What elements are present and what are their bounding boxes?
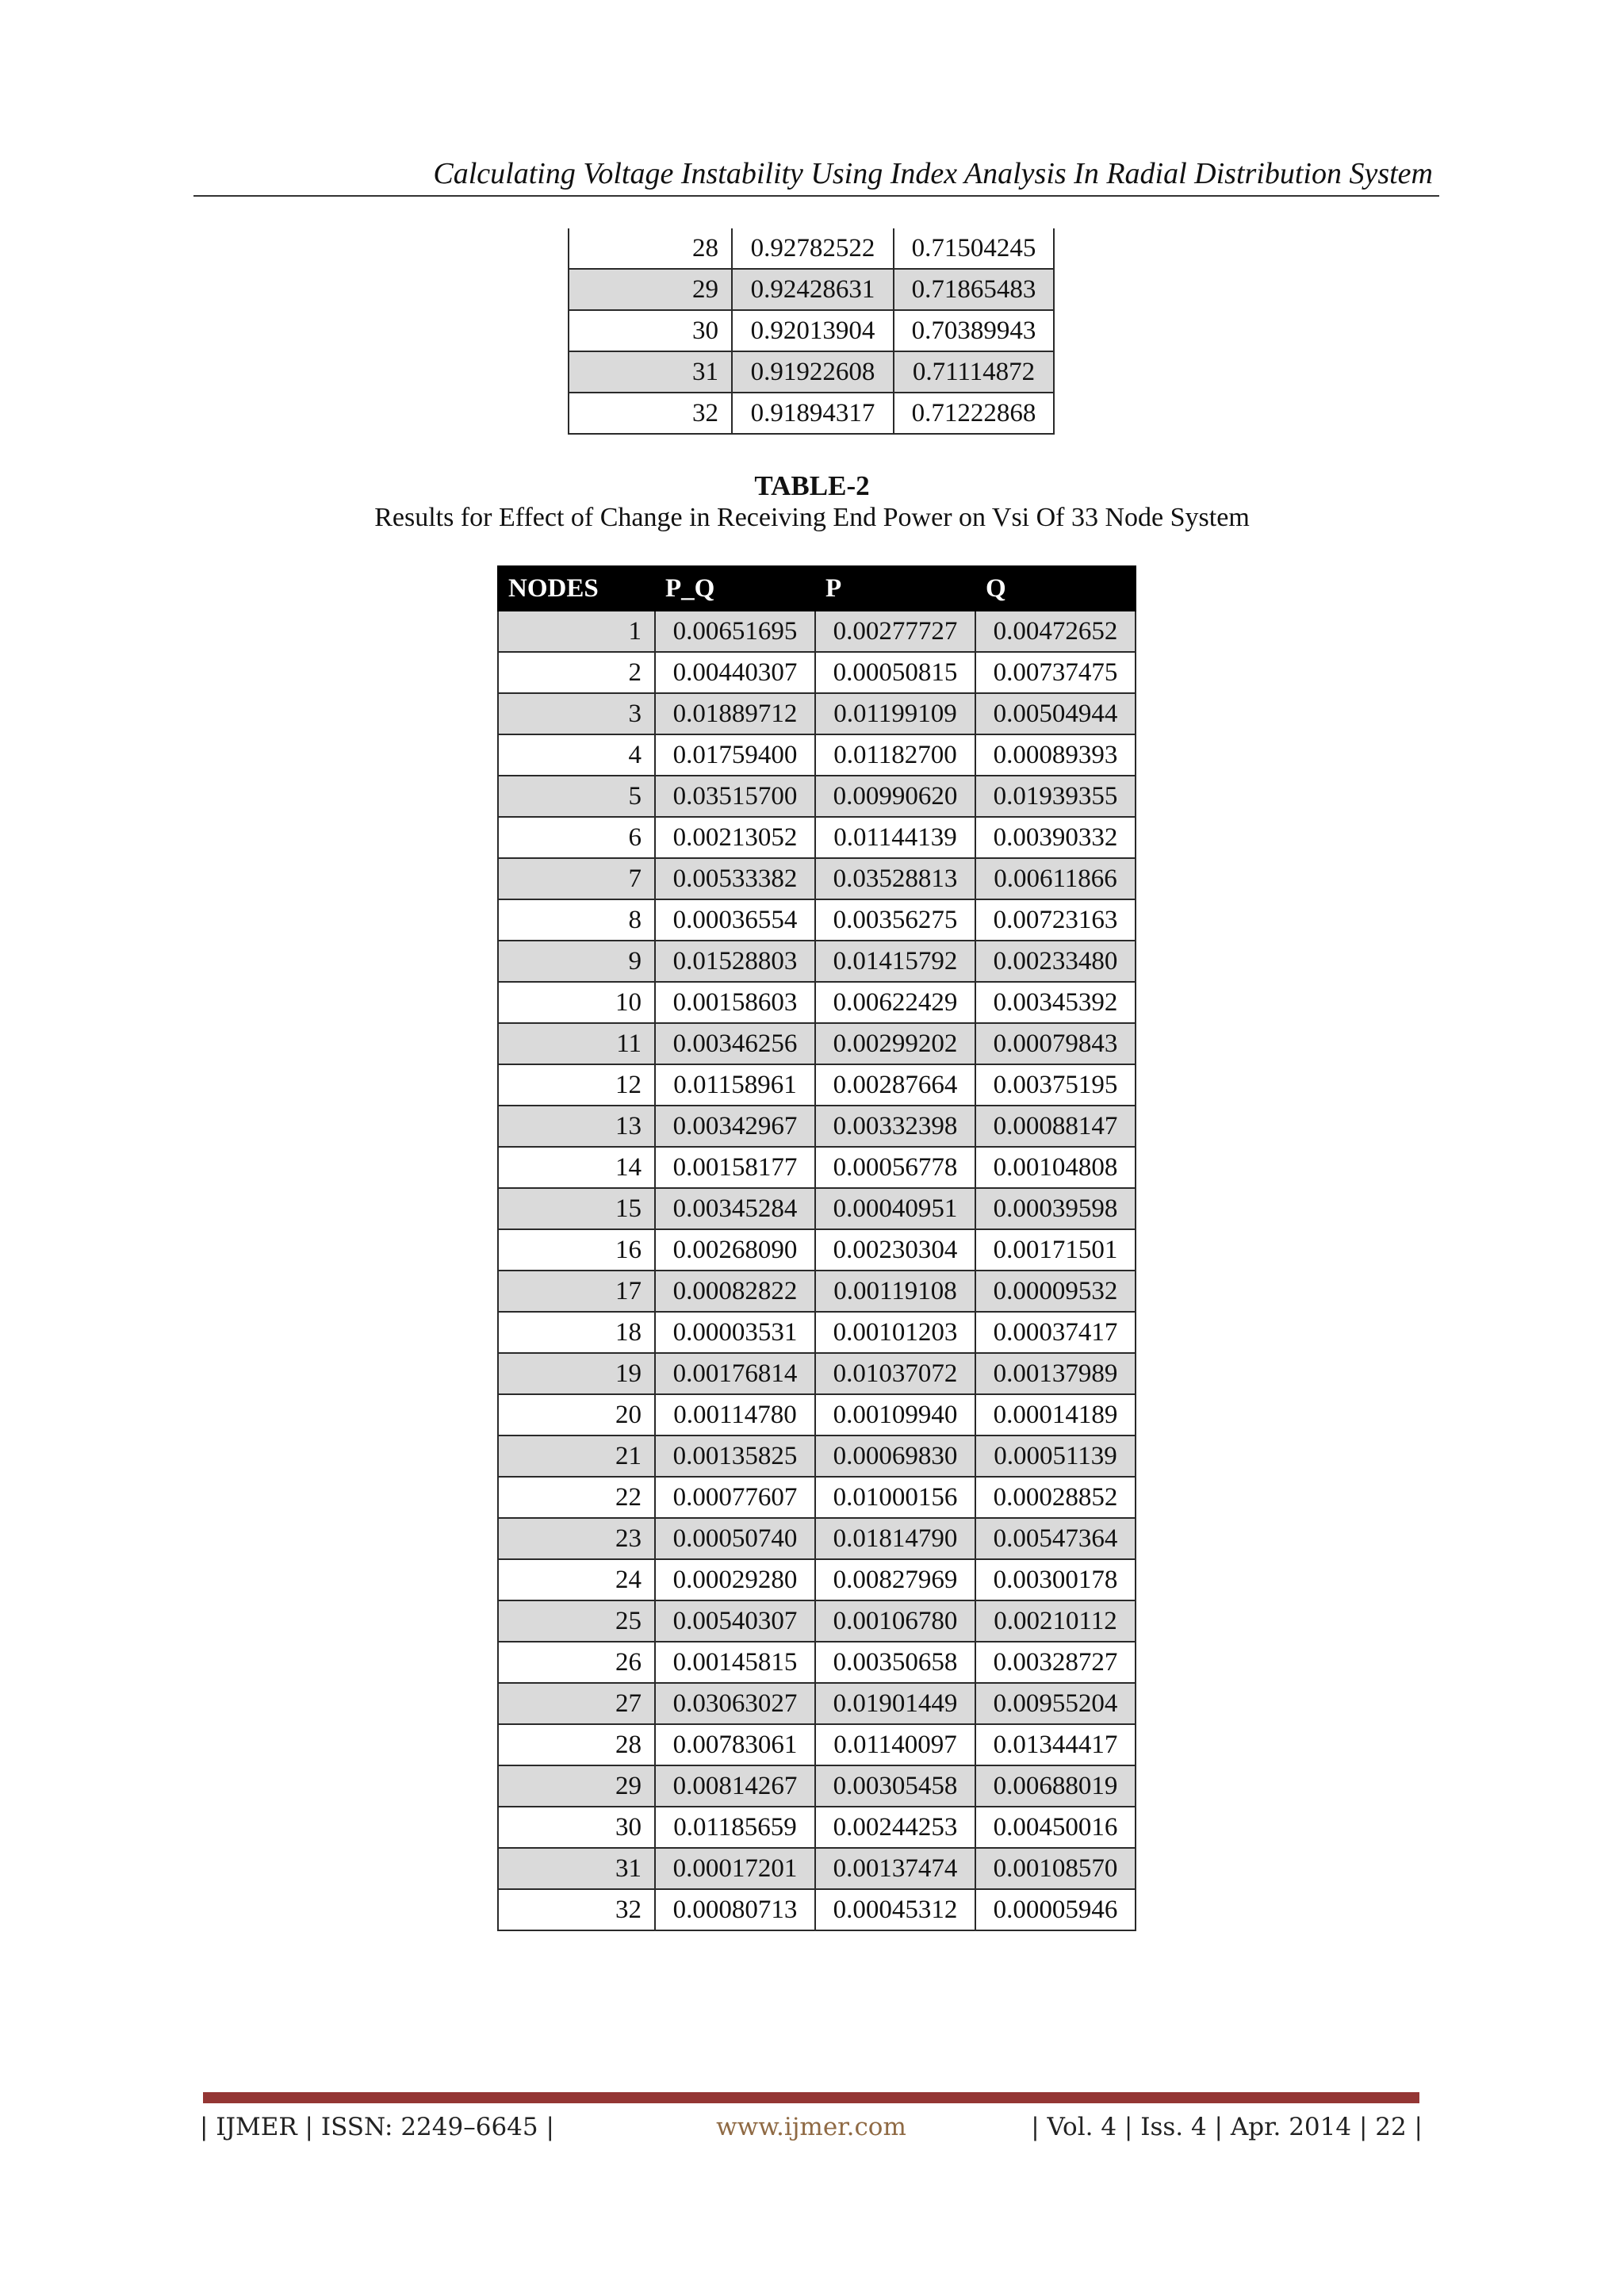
value-cell: 0.00109940 [815,1394,975,1435]
value-cell: 0.92428631 [732,269,894,310]
value-cell: 0.00028852 [975,1477,1136,1518]
table-row [498,941,1136,982]
node-cell: 7 [498,858,655,899]
table-row [498,1271,1136,1312]
value-cell: 0.00375195 [975,1064,1136,1106]
table-row [498,1064,1136,1106]
value-cell: 0.00106780 [815,1600,975,1642]
value-cell: 0.00990620 [815,776,975,817]
value-cell: 0.00014189 [975,1394,1136,1435]
node-cell: 29 [569,269,732,310]
value-cell: 0.00009532 [975,1271,1136,1312]
table-row [498,817,1136,858]
value-cell: 0.00268090 [655,1229,815,1271]
value-cell: 0.03515700 [655,776,815,817]
table-row [498,1229,1136,1271]
value-cell: 0.00119108 [815,1271,975,1312]
value-cell: 0.01415792 [815,941,975,982]
value-cell: 0.92013904 [732,310,894,351]
value-cell: 0.01185659 [655,1807,815,1848]
value-cell: 0.03063027 [655,1683,815,1724]
value-cell: 0.00114780 [655,1394,815,1435]
table-row [498,693,1136,734]
value-cell: 0.00342967 [655,1106,815,1147]
value-cell: 0.00003531 [655,1312,815,1353]
table-caption: Results for Effect of Change in Receiving End Power on Vsi Of 33 Node System [374,503,1250,532]
value-cell: 0.70389943 [894,310,1054,351]
column-header: NODES [498,566,655,611]
node-cell: 28 [498,1724,655,1765]
value-cell: 0.00299202 [815,1023,975,1064]
table-row [498,858,1136,899]
table-row [498,652,1136,693]
node-cell: 26 [498,1642,655,1683]
value-cell: 0.00651695 [655,611,815,652]
node-cell: 23 [498,1518,655,1559]
value-cell: 0.00210112 [975,1600,1136,1642]
column-header: P [815,566,975,611]
table-row [498,1353,1136,1394]
value-cell: 0.01000156 [815,1477,975,1518]
value-cell: 0.00277727 [815,611,975,652]
value-cell: 0.00079843 [975,1023,1136,1064]
node-cell: 29 [498,1765,655,1807]
value-cell: 0.01199109 [815,693,975,734]
value-cell: 0.00450016 [975,1807,1136,1848]
table-row [498,1848,1136,1889]
table-row [569,310,1054,351]
table-row [498,1642,1136,1683]
table-row [498,1807,1136,1848]
footer-journal: | IJMER | ISSN: 2249–6645 | [200,2113,554,2141]
value-cell: 0.00029280 [655,1559,815,1600]
value-cell: 0.71222868 [894,393,1054,434]
value-cell: 0.00547364 [975,1518,1136,1559]
table-row [569,351,1054,393]
table-row [498,1559,1136,1600]
table-row [569,393,1054,434]
value-cell: 0.00440307 [655,652,815,693]
value-cell: 0.00056778 [815,1147,975,1188]
node-cell: 3 [498,693,655,734]
running-header [193,155,1439,197]
value-cell: 0.00244253 [815,1807,975,1848]
value-cell: 0.00137474 [815,1848,975,1889]
table-row [498,734,1136,776]
value-cell: 0.00814267 [655,1765,815,1807]
value-cell: 0.00345284 [655,1188,815,1229]
table-row [498,899,1136,941]
node-cell: 15 [498,1188,655,1229]
node-cell: 13 [498,1106,655,1147]
value-cell: 0.01144139 [815,817,975,858]
value-cell: 0.71865483 [894,269,1054,310]
page-footer [200,2110,1423,2145]
table-row [498,1435,1136,1477]
column-header: Q [975,566,1136,611]
value-cell: 0.00300178 [975,1559,1136,1600]
value-cell: 0.00050815 [815,652,975,693]
value-cell: 0.00080713 [655,1889,815,1930]
node-cell: 16 [498,1229,655,1271]
value-cell: 0.00005946 [975,1889,1136,1930]
table-row [498,1724,1136,1765]
value-cell: 0.00158177 [655,1147,815,1188]
value-cell: 0.00472652 [975,611,1136,652]
node-cell: 6 [498,817,655,858]
node-cell: 2 [498,652,655,693]
node-cell: 14 [498,1147,655,1188]
value-cell: 0.00332398 [815,1106,975,1147]
value-cell: 0.01759400 [655,734,815,776]
value-cell: 0.00171501 [975,1229,1136,1271]
table-row [498,982,1136,1023]
value-cell: 0.01158961 [655,1064,815,1106]
value-cell: 0.00082822 [655,1271,815,1312]
value-cell: 0.00040951 [815,1188,975,1229]
value-cell: 0.00827969 [815,1559,975,1600]
table-row [498,1477,1136,1518]
value-cell: 0.00622429 [815,982,975,1023]
table-row [498,1147,1136,1188]
results-table [497,565,1136,1931]
table-row [498,1600,1136,1642]
value-cell: 0.00088147 [975,1106,1136,1147]
node-cell: 27 [498,1683,655,1724]
value-cell: 0.01889712 [655,693,815,734]
value-cell: 0.00233480 [975,941,1136,982]
value-cell: 0.71504245 [894,228,1054,269]
value-cell: 0.71114872 [894,351,1054,393]
node-cell: 11 [498,1023,655,1064]
value-cell: 0.91894317 [732,393,894,434]
node-cell: 18 [498,1312,655,1353]
table-label: TABLE-2 [754,470,870,501]
value-cell: 0.00345392 [975,982,1136,1023]
footer-website-link[interactable]: www.ijmer.com [716,2113,906,2141]
value-cell: 0.00723163 [975,899,1136,941]
value-cell: 0.00533382 [655,858,815,899]
table-row [498,1889,1136,1930]
value-cell: 0.01037072 [815,1353,975,1394]
value-cell: 0.00137989 [975,1353,1136,1394]
value-cell: 0.03528813 [815,858,975,899]
value-cell: 0.00051139 [975,1435,1136,1477]
value-cell: 0.00101203 [815,1312,975,1353]
value-cell: 0.00783061 [655,1724,815,1765]
value-cell: 0.00737475 [975,652,1136,693]
table-row [498,1765,1136,1807]
column-header: P_Q [655,566,815,611]
value-cell: 0.00356275 [815,899,975,941]
node-cell: 22 [498,1477,655,1518]
footer-divider [203,2092,1419,2103]
value-cell: 0.00287664 [815,1064,975,1106]
node-cell: 25 [498,1600,655,1642]
value-cell: 0.00037417 [975,1312,1136,1353]
node-cell: 31 [569,351,732,393]
node-cell: 30 [569,310,732,351]
node-cell: 28 [569,228,732,269]
value-cell: 0.00017201 [655,1848,815,1889]
table-row [498,1683,1136,1724]
table-row [498,1106,1136,1147]
value-cell: 0.00045312 [815,1889,975,1930]
node-cell: 4 [498,734,655,776]
node-cell: 1 [498,611,655,652]
node-cell: 30 [498,1807,655,1848]
table-row [498,1518,1136,1559]
node-cell: 32 [569,393,732,434]
value-cell: 0.01814790 [815,1518,975,1559]
node-cell: 32 [498,1889,655,1930]
value-cell: 0.00346256 [655,1023,815,1064]
value-cell: 0.00504944 [975,693,1136,734]
value-cell: 0.00069830 [815,1435,975,1477]
value-cell: 0.00050740 [655,1518,815,1559]
running-title: Calculating Voltage Instability Using Index Analysis In Radial Distribution System [433,157,1433,190]
footer-issue-info: | Vol. 4 | Iss. 4 | Apr. 2014 | 22 | [1031,2113,1423,2141]
node-cell: 24 [498,1559,655,1600]
node-cell: 9 [498,941,655,982]
value-cell: 0.00176814 [655,1353,815,1394]
value-cell: 0.00135825 [655,1435,815,1477]
table-row [498,1312,1136,1353]
value-cell: 0.00039598 [975,1188,1136,1229]
value-cell: 0.00077607 [655,1477,815,1518]
node-cell: 31 [498,1848,655,1889]
value-cell: 0.00089393 [975,734,1136,776]
value-cell: 0.01939355 [975,776,1136,817]
node-cell: 21 [498,1435,655,1477]
value-cell: 0.00158603 [655,982,815,1023]
table-row [498,1188,1136,1229]
value-cell: 0.91922608 [732,351,894,393]
value-cell: 0.01182700 [815,734,975,776]
value-cell: 0.00108570 [975,1848,1136,1889]
table-row [569,228,1054,269]
node-cell: 8 [498,899,655,941]
value-cell: 0.00104808 [975,1147,1136,1188]
value-cell: 0.00145815 [655,1642,815,1683]
value-cell: 0.00328727 [975,1642,1136,1683]
value-cell: 0.01140097 [815,1724,975,1765]
value-cell: 0.01901449 [815,1683,975,1724]
value-cell: 0.00213052 [655,817,815,858]
value-cell: 0.00036554 [655,899,815,941]
table-continued [568,228,1055,435]
value-cell: 0.00540307 [655,1600,815,1642]
value-cell: 0.00350658 [815,1642,975,1683]
value-cell: 0.92782522 [732,228,894,269]
node-cell: 12 [498,1064,655,1106]
node-cell: 19 [498,1353,655,1394]
table-row [498,776,1136,817]
value-cell: 0.00955204 [975,1683,1136,1724]
node-cell: 10 [498,982,655,1023]
table-row [498,1394,1136,1435]
value-cell: 0.01528803 [655,941,815,982]
table-header-row [498,566,1136,611]
node-cell: 20 [498,1394,655,1435]
value-cell: 0.00305458 [815,1765,975,1807]
table-row [498,1023,1136,1064]
value-cell: 0.00390332 [975,817,1136,858]
node-cell: 17 [498,1271,655,1312]
value-cell: 0.00611866 [975,858,1136,899]
table-row [569,269,1054,310]
value-cell: 0.00230304 [815,1229,975,1271]
value-cell: 0.01344417 [975,1724,1136,1765]
table-row [498,611,1136,652]
node-cell: 5 [498,776,655,817]
value-cell: 0.00688019 [975,1765,1136,1807]
